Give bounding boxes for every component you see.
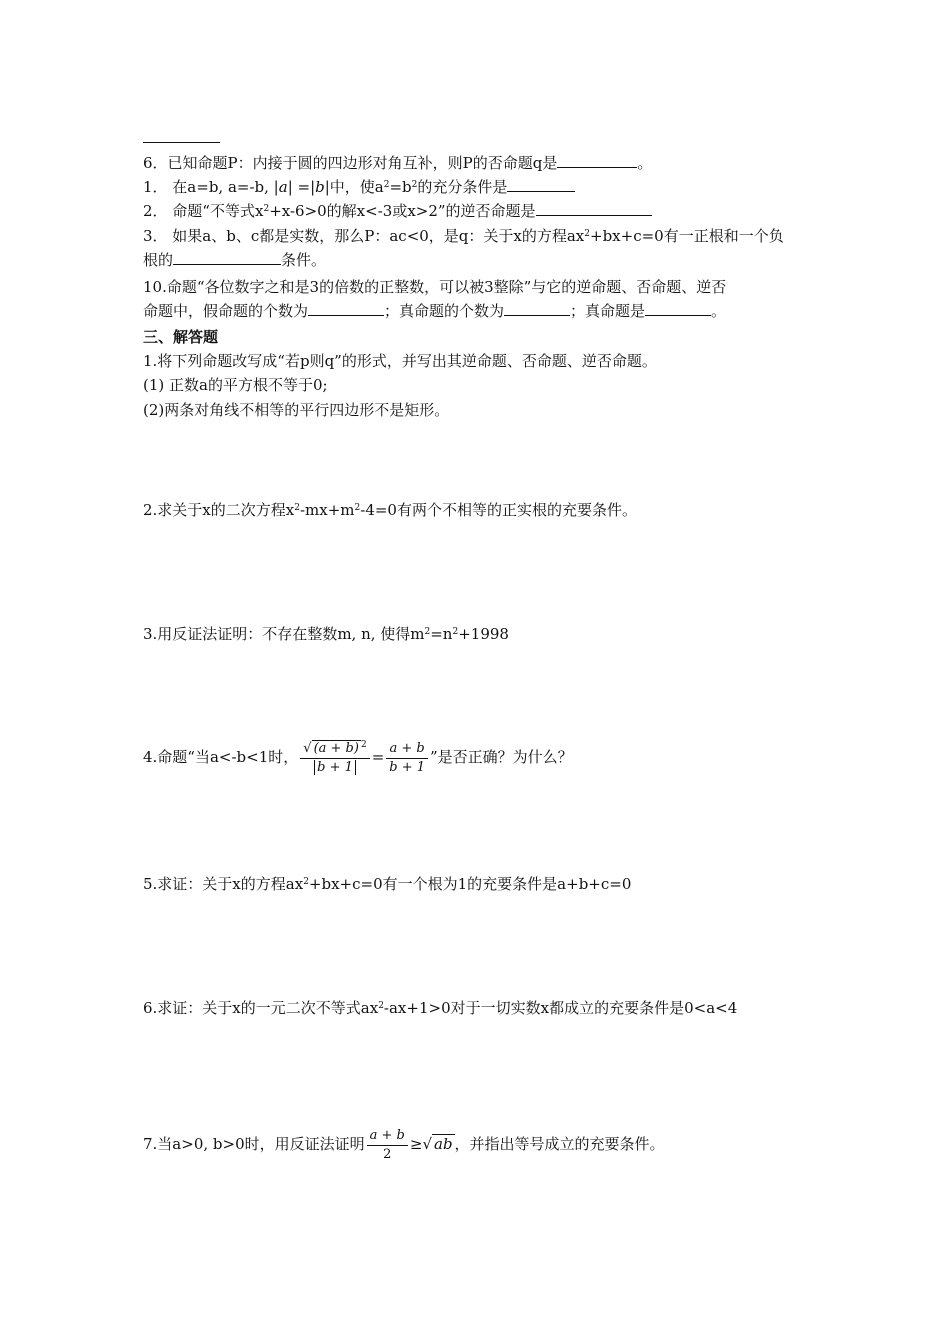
fraction-lhs <box>300 740 369 777</box>
q2-text-b: +x-6>0的解x<-3或x>2”的逆否命题是 <box>269 202 536 220</box>
solve-p1-sub2: (2)两条对角线不相等的平行四边形不是矩形。 <box>143 401 450 419</box>
superscript: 2 <box>411 180 418 190</box>
solve-p6 <box>143 998 737 1018</box>
solve-p2 <box>143 500 637 520</box>
p3-text-b: =n <box>430 625 453 643</box>
superscript: 2 <box>424 627 431 637</box>
superscript: 2 <box>452 627 459 637</box>
p7-numerator: a + b <box>367 1127 408 1146</box>
answer-blank <box>308 301 384 316</box>
q1-text-d: =b <box>389 178 412 196</box>
lhs-sqrt: (a + b) <box>313 740 359 756</box>
q2-text-a: 2． 命题“不等式x <box>143 202 264 220</box>
p6-text-b: -ax+1>0对于一切实数x都成立的充要条件是0<a<4 <box>383 999 738 1017</box>
fill-q3-line1 <box>143 226 784 246</box>
superscript: 2 <box>263 204 270 214</box>
p3-text-a: 3.用反证法证明：不存在整数m, n, 使得m <box>143 625 425 643</box>
superscript: 2 <box>294 503 300 513</box>
p7-denominator: 2 <box>383 1146 392 1162</box>
q1-var-b: b <box>315 178 325 196</box>
superscript: 2 <box>378 1001 384 1011</box>
solve-p1-sub1: (1) 正数a的平方根不等于0; <box>143 376 328 394</box>
p4-text-a: 4.命题“当a<-b<1时， <box>143 748 299 766</box>
q10-text-c: ；真命题的个数为 <box>384 302 505 320</box>
section-title: 三、解答题 <box>143 328 219 346</box>
fraction-rhs <box>386 740 428 777</box>
q10-text-a: 10.命题“各位数字之和是3的倍数的正整数，可以被3整除”与它的逆命题、否命题、逆否 <box>143 278 727 296</box>
p6-text-a: 6.求证：关于x的一元二次不等式ax <box>143 999 379 1017</box>
q10-text-e: 。 <box>711 302 727 320</box>
fill-q10-line2 <box>143 301 726 321</box>
p7-text-b: ，并指出等号成立的充要条件。 <box>454 1135 665 1153</box>
lhs-abs: b + 1 <box>314 760 356 775</box>
superscript: 2 <box>303 877 309 887</box>
q1-text-c: |中，使a <box>324 178 384 196</box>
lhs-numerator: √ (a + b) $^2$ <box>300 740 369 759</box>
p4-text-b: ”是否正确？为什么？ <box>430 748 573 766</box>
superscript: 2 <box>360 739 367 750</box>
p2-text-b: -mx+m <box>299 501 355 519</box>
q10-text-b: 命题中，假命题的个数为 <box>143 302 309 320</box>
answer-blank <box>173 250 281 265</box>
q1-text-a: 1． 在a=b, a=-b, | <box>143 178 279 196</box>
p7-sqrt: ab <box>434 1135 453 1153</box>
answer-blank <box>557 153 637 168</box>
p2-text-c: -4=0有两个不相等的正实根的充要条件。 <box>360 501 637 519</box>
ge-symbol: ≥ <box>409 1135 423 1153</box>
q1-text-b: | =| <box>287 178 316 196</box>
fill-q10-line1 <box>143 277 726 297</box>
fill-q3-line2 <box>143 250 326 270</box>
answer-blank <box>536 201 652 216</box>
q3-text-a: 3． 如果a、b、c都是实数，那么P：ac<0，是q：关于x的方程ax <box>143 227 585 245</box>
answer-blank <box>645 301 711 316</box>
solve-p5 <box>143 874 631 894</box>
superscript: 2 <box>383 180 390 190</box>
q3-text-b: +bx+c=0有一正根和一个负 <box>590 227 784 245</box>
p7-text-a: 7.当a>0, b>0时，用反证法证明 <box>143 1135 365 1153</box>
p2-text-a: 2.求关于x的二次方程x <box>143 501 295 519</box>
rhs-numerator: a + b <box>386 740 428 759</box>
superscript: 2 <box>354 503 361 513</box>
q3-text-d: 条件。 <box>281 251 327 269</box>
fill-q2 <box>143 201 652 221</box>
answer-blank <box>504 301 570 316</box>
solve-p7: 7.当a>0, b>0时，用反证法证明 $\frac{a + b}{2}$ ≥√ ab ，并指出等号成立的充要条件。 <box>143 1127 665 1162</box>
fraction-p7 <box>367 1127 408 1164</box>
p5-text-b: +bx+c=0有一个根为1的充要条件是a+b+c=0 <box>308 875 632 893</box>
fill-q1 <box>143 177 575 197</box>
answer-blank-line <box>143 142 220 143</box>
solve-p3 <box>143 624 509 644</box>
lhs-denominator <box>300 759 369 777</box>
q3-text-c: 根的 <box>143 251 174 269</box>
p3-text-c: +1998 <box>458 625 509 643</box>
solve-p1: 1.将下列命题改写成“若p则q”的形式，并写出其逆命题、否命题、逆否命题。 <box>143 352 657 370</box>
q6-text: 6．已知命题P：内接于圆的四边形对角互补，则P的否命题q是 <box>143 154 558 172</box>
superscript: 2 <box>584 229 591 239</box>
answer-blank <box>507 177 575 192</box>
p5-text-a: 5.求证：关于x的方程ax <box>143 875 304 893</box>
fill-q6 <box>143 153 652 173</box>
rhs-denominator: b + 1 <box>389 759 426 775</box>
q1-var-a: a <box>278 178 288 196</box>
q1-text-e: 的充分条件是 <box>417 178 508 196</box>
q10-text-d: ；真命题是 <box>570 302 646 320</box>
solve-p4: 4.命题“当a<-b<1时， $\frac{√ (a + b) ^2}{b + 1}$ = $\frac{a + b}{b + 1}$ ”是否正确？为什么？ <box>143 739 573 775</box>
q6-end: 。 <box>637 154 653 172</box>
